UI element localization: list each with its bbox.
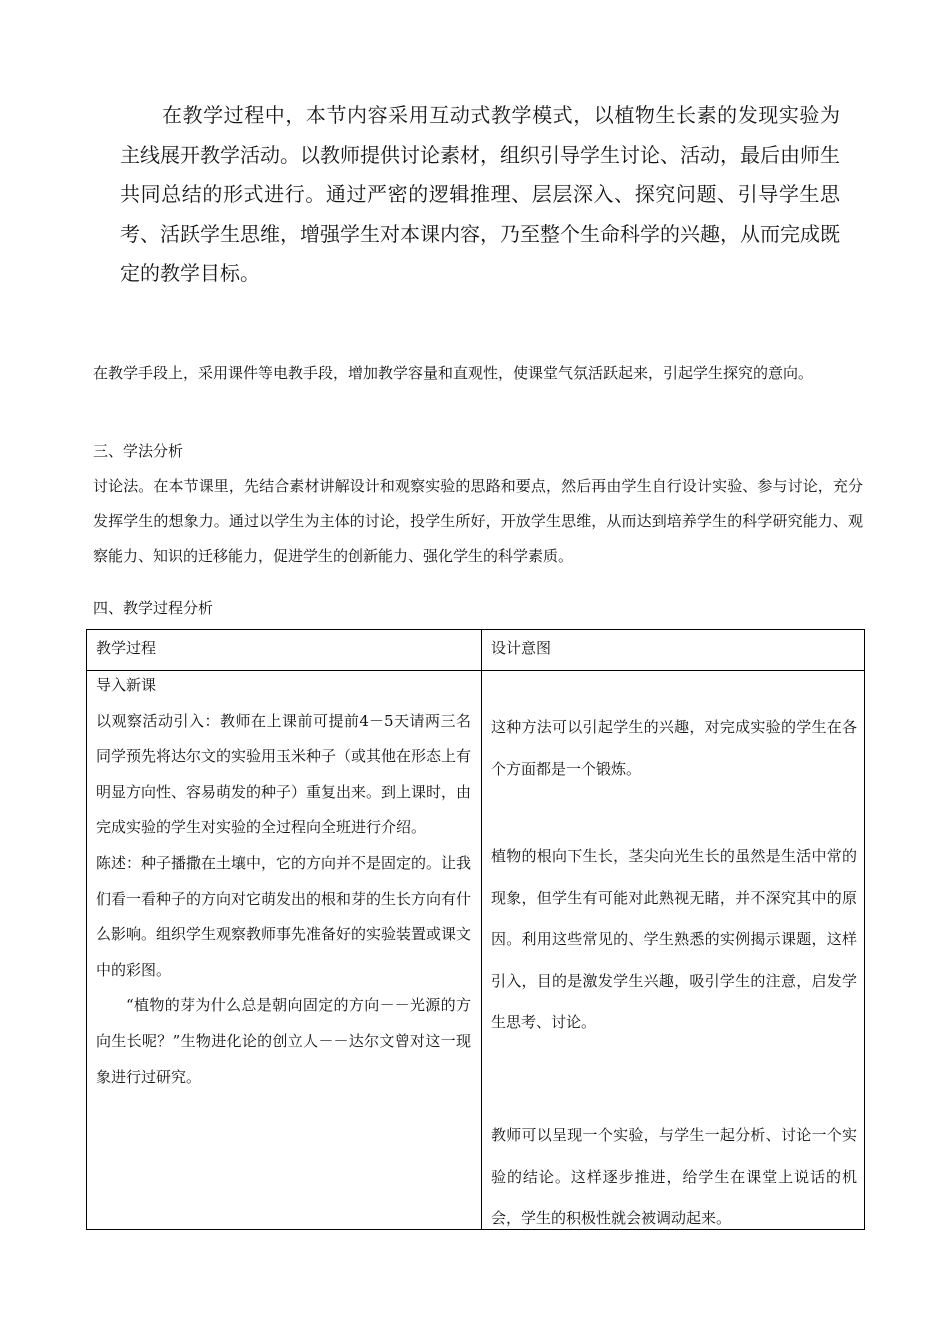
process-subtitle: 导入新课 — [96, 676, 157, 694]
intent-paragraph-3: 教师可以呈现一个实验，与学生一起分析、讨论一个实验的结论。这样逐步推进，给学生在课堂上说话的机会，学生的积极性就会被调动起来。 — [491, 1126, 857, 1227]
process-paragraph-3: “植物的芽为什么总是朝向固定的方向－－光源的方向生长呢？”生物进化论的创立人－－达尔文曾对这一现象进行过研究。 — [96, 996, 471, 1086]
intent-paragraph-1: 这种方法可以引起学生的兴趣，对完成实验的学生在各个方面都是一个锻炼。 — [491, 718, 857, 778]
table-cell-intent-1 — [491, 707, 857, 790]
intent-paragraph-2: 植物的根向下生长，茎尖向光生长的虽然是生活中常的现象，但学生有可能对此熟视无睹，并不深究其中的原因。利用这些常见的、学生熟悉的实例揭示课题，这样引入，目的是激发学生兴趣，吸引学生的注意，启发学生思考、讨论。 — [491, 847, 857, 1031]
table-header-process: 教学过程 — [96, 639, 157, 657]
process-paragraph-1: 以观察活动引入：教师在上课前可提前4－5天请两三名同学预先将达尔文的实验用玉米种子（或其他在形态上有明显方向性、容易萌发的种子）重复出来。到上课时，由完成实验的学生对实验的全过程向全班进行介绍。 — [96, 711, 472, 837]
study-method-paragraph: 讨论法。在本节课里，先结合素材讲解设计和观察实验的思路和要点，然后再由学生自行设计实验、参与讨论，充分发挥学生的想象力。通过以学生为主体的讨论，投学生所好，开放学生思维，从而达到培养学生的科学研究能力、观察能力、知识的迁移能力，促进学生的创新能力、强化学生的科学素质。 — [93, 477, 863, 565]
lead-paragraph: 在教学过程中，本节内容采用互动式教学模式，以植物生长素的发现实验为主线展开教学活动。以教师提供讨论素材，组织引导学生讨论、活动，最后由师生共同总结的形式进行。通过严密的逻辑推理、层层深入、探究问题、引导学生思考、活跃学生思维，增强学生对本课内容，乃至整个生命科学的兴趣，从而完成既定的教学目标。 — [120, 103, 840, 285]
process-paragraph-2: 陈述：种子播撒在土壤中，它的方向并不是固定的。让我们看一看种子的方向对它萌发出的根和芽的生长方向有什么影响。组织学生观察教师事先准备好的实验装置或课文中的彩图。 — [96, 853, 472, 979]
teaching-means-paragraph: 在教学手段上，采用课件等电教手段，增加教学容量和直观性，使课堂气氛活跃起来，引起学生探究的意向。 — [93, 364, 814, 382]
table-column-divider — [481, 630, 482, 1229]
teaching-process-table — [86, 629, 865, 1230]
lead-paragraph-block — [120, 96, 840, 294]
section-heading-teaching-process: 四、教学过程分析 — [93, 599, 214, 617]
table-cell-intent-3 — [491, 1115, 857, 1240]
table-header-design-intent: 设计意图 — [491, 639, 552, 657]
table-cell-process — [96, 668, 471, 1095]
section-heading-study-method: 三、学法分析 — [93, 442, 184, 460]
table-cell-intent-2 — [491, 836, 857, 1044]
